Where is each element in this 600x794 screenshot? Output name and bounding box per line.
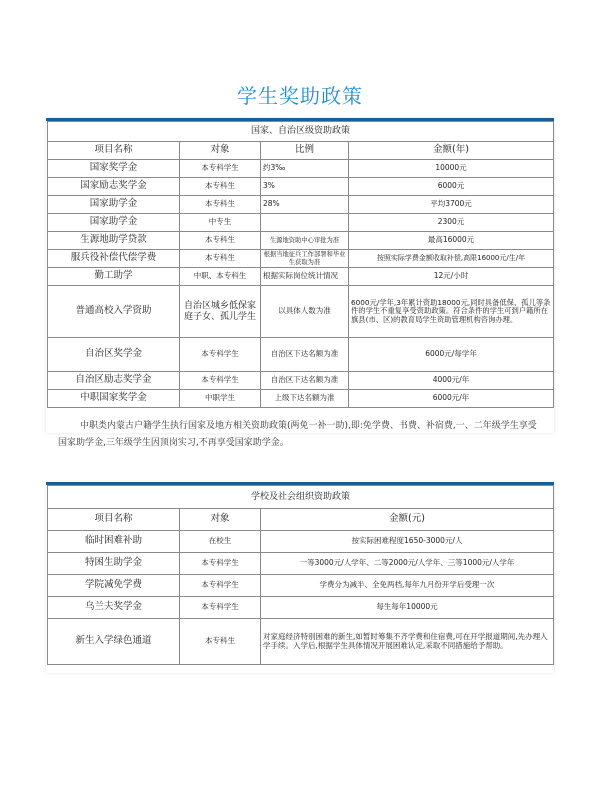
project-name-cell: 国家奖学金 [48, 160, 180, 178]
table-row [48, 232, 554, 250]
target-cell: 在校生 [180, 531, 261, 553]
project-name-cell: 乌兰夫奖学金 [48, 597, 180, 619]
target-cell: 本专科学生 [180, 338, 261, 372]
amount-cell: 最高16000元 [349, 232, 554, 250]
policy-note: 中职类内蒙古户籍学生执行国家及地方相关资助政策(两免一补一助),即:免学费、书费、补宿费,一、二年级学生享受国家助学金,三年级学生因顶岗实习,不再享受国家助学金。 [58, 421, 537, 448]
school-policy-section [46, 482, 554, 673]
ratio-cell: 根据实际岗位统计情况 [261, 268, 349, 286]
amount-cell: 6000元/年 [349, 390, 554, 408]
column-header: 项目名称 [48, 142, 180, 160]
table-row [48, 338, 554, 372]
table-row [48, 619, 554, 665]
target-cell: 自治区城乡低保家庭子女、孤儿学生 [180, 286, 261, 338]
ratio-cell: 生源地资助中心审批为准 [261, 232, 349, 250]
column-header: 金额(元) [261, 509, 554, 531]
ratio-cell: 上级下达名额为准 [261, 390, 349, 408]
project-name-cell: 国家助学金 [48, 196, 180, 214]
project-name-cell: 国家助学金 [48, 214, 180, 232]
column-header: 金额(年) [349, 142, 554, 160]
ratio-cell: 自治区下达名额为准 [261, 372, 349, 390]
school-policy-table [47, 485, 554, 665]
amount-cell: 6000元/学年,3年累计资助18000元,同时具备低保、孤儿等条件的学生不重复享受资助政策。符合条件的学生可到户籍所在旗县(市、区)的教育局学生资助管理机构咨询办理。 [349, 286, 554, 338]
table-row [48, 597, 554, 619]
table-caption: 学校及社会组织资助政策 [48, 486, 554, 509]
ratio-cell: 3% [261, 178, 349, 196]
amount-cell: 4000元/年 [349, 372, 554, 390]
amount-cell: 平均3700元 [349, 196, 554, 214]
project-name-cell: 服兵役补偿代偿学费 [48, 250, 180, 268]
project-name-cell: 国家励志奖学金 [48, 178, 180, 196]
table-row [48, 214, 554, 232]
amount-cell: 按实际困难程度1650-3000元/人 [261, 531, 554, 553]
project-name-cell: 学院减免学费 [48, 575, 180, 597]
column-header: 对象 [180, 142, 261, 160]
project-name-cell: 特困生助学金 [48, 553, 180, 575]
target-cell: 本专科学生 [180, 553, 261, 575]
amount-cell: 一等3000元/人学年、二等2000元/人学年、三等1000元/人学年 [261, 553, 554, 575]
amount-cell: 6000元/每学年 [349, 338, 554, 372]
table-header-row [48, 142, 554, 160]
ratio-cell: 以具体人数为准 [261, 286, 349, 338]
column-header: 对象 [180, 509, 261, 531]
target-cell: 中职学生 [180, 390, 261, 408]
amount-cell: 每生每年10000元 [261, 597, 554, 619]
target-cell: 本专科学生 [180, 575, 261, 597]
project-name-cell: 自治区奖学金 [48, 338, 180, 372]
target-cell: 本专科生 [180, 250, 261, 268]
table-row [48, 372, 554, 390]
table-row [48, 531, 554, 553]
amount-cell: 2300元 [349, 214, 554, 232]
target-cell: 本专科学生 [180, 372, 261, 390]
ratio-cell: 28% [261, 196, 349, 214]
table-row [48, 250, 554, 268]
table-header-row [48, 509, 554, 531]
target-cell: 中专生 [180, 214, 261, 232]
table-caption: 国家、自治区级资助政策 [48, 122, 554, 142]
project-name-cell: 生源地助学贷款 [48, 232, 180, 250]
ratio-cell: 根据当地征兵工作部署和毕业生获取为准 [261, 250, 349, 268]
table-row [48, 390, 554, 408]
ratio-cell [261, 214, 349, 232]
target-cell: 本专科学生 [180, 597, 261, 619]
target-cell: 本专科生 [180, 196, 261, 214]
amount-cell: 对家庭经济特别困难的新生,如暂时筹集不齐学费和住宿费,可在开学报道期间,先办理入学手续。入学后,根据学生具体情况开展困难认定,采取不同措施给予帮助。 [261, 619, 554, 665]
national-policy-table [47, 121, 554, 408]
column-header: 比例 [261, 142, 349, 160]
project-name-cell: 中职国家奖学金 [48, 390, 180, 408]
target-cell: 本专科生 [180, 619, 261, 665]
table-row [48, 575, 554, 597]
page-title: 学生奖助政策 [237, 84, 363, 108]
table-row [48, 553, 554, 575]
column-header: 项目名称 [48, 509, 180, 531]
table-row [48, 268, 554, 286]
ratio-cell: 约3‰ [261, 160, 349, 178]
table-row [48, 286, 554, 338]
project-name-cell: 临时困难补助 [48, 531, 180, 553]
amount-cell: 10000元 [349, 160, 554, 178]
target-cell: 本专科生 [180, 232, 261, 250]
table-row [48, 160, 554, 178]
ratio-cell: 自治区下达名额为准 [261, 338, 349, 372]
project-name-cell: 新生入学绿色通道 [48, 619, 180, 665]
target-cell: 本专科学生 [180, 160, 261, 178]
table-row [48, 178, 554, 196]
target-cell: 本专科生 [180, 178, 261, 196]
table-row [48, 196, 554, 214]
amount-cell: 12元/小时 [349, 268, 554, 286]
national-policy-section [46, 118, 554, 448]
amount-cell: 6000元 [349, 178, 554, 196]
project-name-cell: 勤工助学 [48, 268, 180, 286]
amount-cell: 按照实际学费金额收取补偿,高限16000元/生/年 [349, 250, 554, 268]
target-cell: 中职、本专科生 [180, 268, 261, 286]
project-name-cell: 自治区励志奖学金 [48, 372, 180, 390]
amount-cell: 学费分为减半、全免两档,每年九月份开学后受理一次 [261, 575, 554, 597]
project-name-cell: 普通高校入学资助 [48, 286, 180, 338]
